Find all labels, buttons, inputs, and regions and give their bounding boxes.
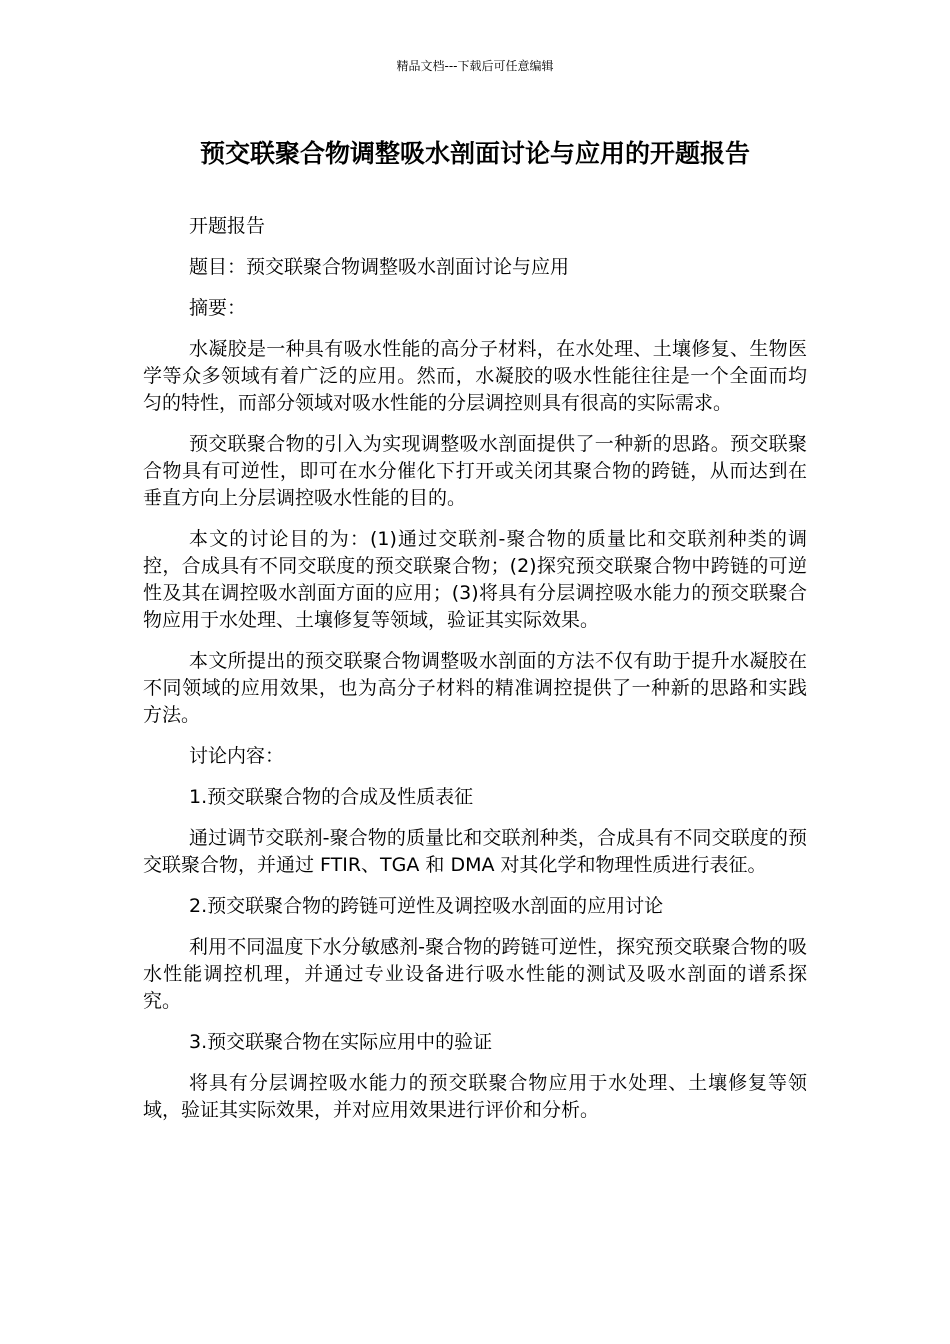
paragraph-abstract-1: 水凝胶是一种具有吸水性能的高分子材料，在水处理、土壤修复、生物医学等众多领域有着广泛的应用。然而，水凝胶的吸水性能往往是一个全面而均匀的特性，而部分领域对吸水性能的分层调控则具有很高的实际需求。	[143, 338, 807, 414]
paragraph-abstract-3: 本文的讨论目的为：(1)通过交联剂-聚合物的质量比和交联剂种类的调控，合成具有不同交联度的预交联聚合物；(2)探究预交联聚合物中跨链的可逆性及其在调控吸水剖面方面的应用；(3)将具有分层调控吸水能力的预交联聚合物应用于水处理、土壤修复等领域，验证其实际效果。	[143, 528, 807, 631]
section-body-2: 利用不同温度下水分敏感剂-聚合物的跨链可逆性，探究预交联聚合物的吸水性能调控机理，并通过专业设备进行吸水性能的测试及吸水剖面的谱系探究。	[143, 936, 807, 1012]
section-heading-2: 2.预交联聚合物的跨链可逆性及调控吸水剖面的应用讨论	[189, 895, 664, 917]
paragraph-content-label: 讨论内容：	[189, 745, 285, 767]
section-heading-3: 3.预交联聚合物在实际应用中的验证	[189, 1031, 493, 1053]
section-body-1: 通过调节交联剂-聚合物的质量比和交联剂种类，合成具有不同交联度的预交联聚合物，并通过 FTIR、TGA 和 DMA 对其化学和物理性质进行表征。	[143, 827, 807, 876]
paragraph-topic: 题目：预交联聚合物调整吸水剖面讨论与应用	[189, 256, 570, 278]
paragraph-abstract-4: 本文所提出的预交联聚合物调整吸水剖面的方法不仅有助于提升水凝胶在不同领域的应用效果，也为高分子材料的精准调控提供了一种新的思路和实践方法。	[143, 650, 807, 726]
section-heading-1: 1.预交联聚合物的合成及性质表征	[189, 786, 474, 808]
document-title: 预交联聚合物调整吸水剖面讨论与应用的开题报告	[199, 139, 750, 168]
paragraph-report-label: 开题报告	[189, 215, 266, 237]
paragraph-abstract-2: 预交联聚合物的引入为实现调整吸水剖面提供了一种新的思路。预交联聚合物具有可逆性，即可在水分催化下打开或关闭其聚合物的跨链，从而达到在垂直方向上分层调控吸水性能的目的。	[143, 433, 807, 509]
document-body	[143, 213, 807, 1138]
section-body-3: 将具有分层调控吸水能力的预交联聚合物应用于水处理、土壤修复等领域，验证其实际效果，并对应用效果进行评价和分析。	[143, 1072, 807, 1121]
paragraph-abstract-label: 摘要：	[189, 297, 247, 319]
page-header: 精品文档---下载后可任意编辑	[396, 59, 554, 73]
